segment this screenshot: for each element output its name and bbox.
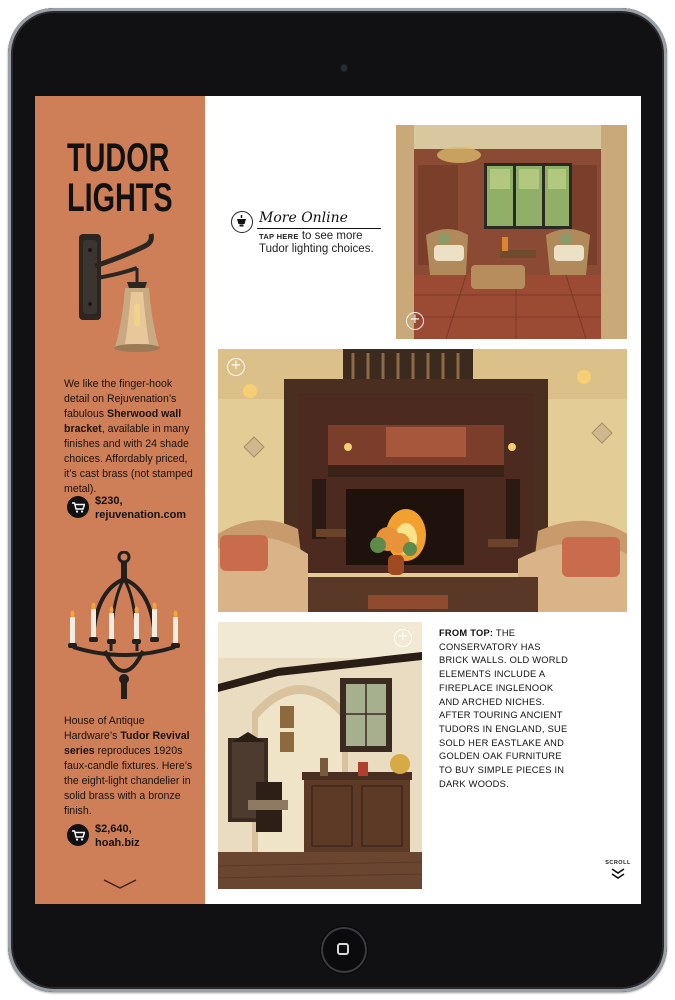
more-online-text: [259, 230, 394, 256]
more-online-divider: [257, 228, 381, 229]
chandelier-price-value: $2,640,: [95, 823, 132, 835]
expand-fireplace-plus-icon[interactable]: +: [227, 358, 245, 376]
fireplace-photo[interactable]: [218, 349, 627, 612]
chandelier-buy-link[interactable]: [67, 822, 140, 850]
chevron-down-icon[interactable]: [103, 878, 137, 890]
bracket-product-name[interactable]: Sherwood wall bracket: [64, 408, 182, 435]
page-title: [67, 138, 173, 218]
bracket-price: [95, 494, 186, 522]
home-button[interactable]: [321, 927, 367, 973]
bracket-description: [64, 377, 194, 497]
magazine-page: [35, 96, 641, 904]
more-online-title: More Online: [259, 210, 348, 226]
conservatory-photo[interactable]: [396, 125, 627, 339]
bracket-desc-text: We like the finger-hook detail on Rejuvenation’s fabulous: [64, 378, 177, 420]
chandelier-desc-text-2: reproduces 1920s faux-candle fixtures. Here’s the eight-light chandelier in solid brass with a bronze finish.: [64, 745, 193, 817]
title-line-2: LIGHTS: [67, 176, 173, 220]
caption-text: THE CONSERVATORY HAS BRICK WALLS. OLD WORLD ELEMENTS INCLUDE A FIREPLACE INGLENOOK AND ARCHED NICHES. AFTER TOURING ANCIENT TUDORS IN ENGLAND, SUE SOLD HER EASTLAKE AND GOLDEN OAK FURNITURE TO BUY SIMPLE PIECES IN DARK WOODS.: [439, 628, 569, 789]
chandelier-description: [64, 714, 194, 819]
expand-niche-plus-icon[interactable]: +: [394, 629, 412, 647]
bracket-desc-text-2: , available in many finishes and with 24 shade choices. Affordably priced, it’s cast brass (not stamped metal).: [64, 423, 193, 495]
chandelier-source: hoah.biz: [95, 837, 140, 849]
tap-here-label[interactable]: TAP HERE: [259, 232, 299, 241]
product-sidebar: [35, 96, 205, 904]
more-online-desc: to see more Tudor lighting choices.: [259, 230, 374, 255]
caption-lead: FROM TOP:: [439, 628, 494, 638]
lamp-icon: [231, 211, 253, 233]
title-line-1: TUDOR: [67, 136, 170, 180]
home-square-icon: [337, 943, 349, 955]
wall-bracket-image: [75, 226, 175, 366]
chandelier-product-name[interactable]: Tudor Revival series: [64, 730, 190, 757]
photo-caption: [439, 627, 569, 791]
chandelier-image: [65, 551, 183, 707]
bracket-source: rejuvenation.com: [95, 509, 187, 521]
cart-icon: [67, 496, 89, 518]
front-camera: [341, 65, 347, 71]
scroll-indicator[interactable]: [604, 860, 632, 884]
chandelier-desc-text: House of Antique Hardware’s: [64, 715, 145, 742]
scroll-chevron-icon: [611, 867, 625, 881]
niche-photo[interactable]: [218, 622, 422, 889]
cart-icon: [67, 824, 89, 846]
scroll-label: SCROLL: [605, 860, 631, 866]
expand-conservatory-plus-icon[interactable]: +: [406, 312, 424, 330]
ipad-frame: [8, 8, 667, 992]
bracket-buy-link[interactable]: [67, 494, 186, 522]
more-online-link[interactable]: [231, 208, 391, 258]
bracket-price-value: $230,: [95, 495, 123, 507]
chandelier-price: [95, 822, 140, 850]
